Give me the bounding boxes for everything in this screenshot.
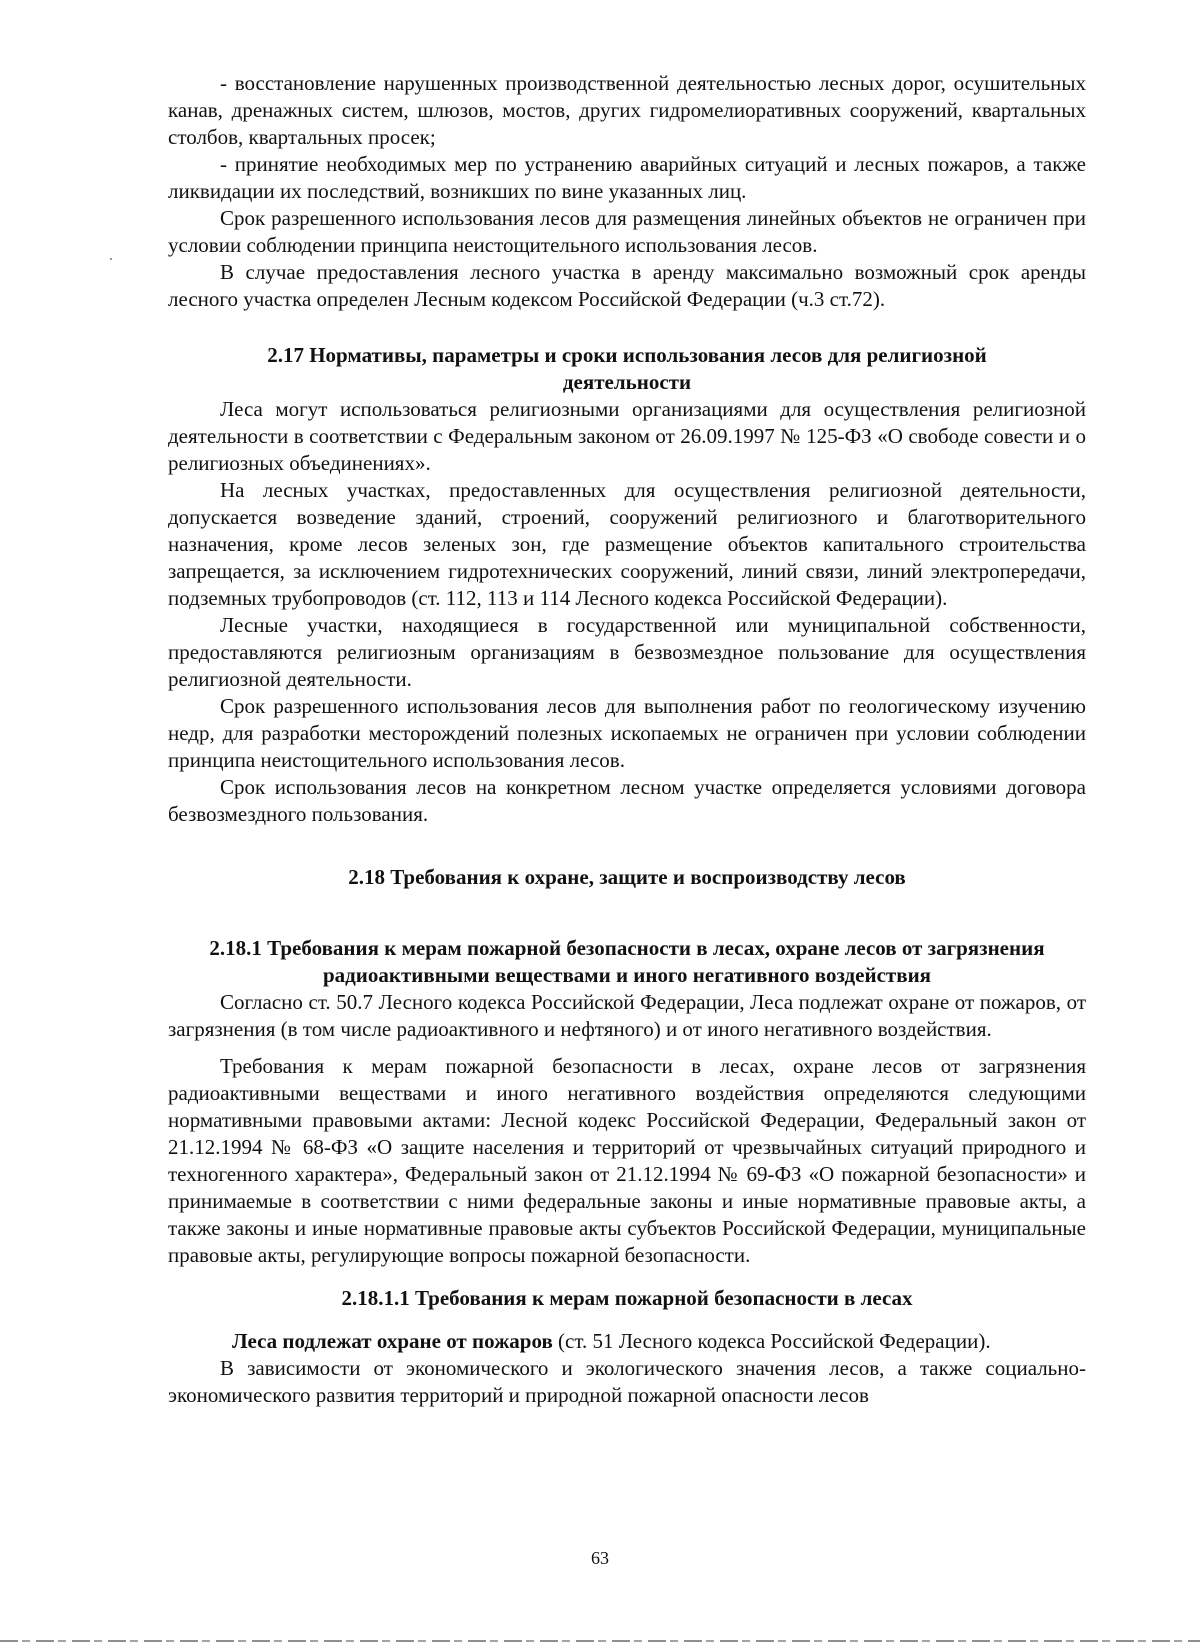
heading-2-17: 2.17 Нормативы, параметры и сроки использования лесов для религиозной деятельности [267, 343, 987, 394]
heading-2-18-1-1: 2.18.1.1 Требования к мерам пожарной безопасности в лесах [341, 1286, 913, 1310]
paragraph-2-17-5: Срок использования лесов на конкретном лесном участке определяется условиями договора безвозмездного пользования. [168, 775, 1086, 826]
paragraph-restoration: - восстановление нарушенных производственной деятельностью лесных дорог, осушительных канав, дренажных систем, шлюзов, мостов, других гидромелиоративных сооружений, квартальных столбов, квартальных просек; [168, 71, 1086, 149]
heading-2-18-1: 2.18.1 Требования к мерам пожарной безопасности в лесах, охране лесов от загрязнения радиоактивными веществами и иного негативного воздействия [209, 936, 1045, 987]
paragraph-2-18-1-1: Согласно ст. 50.7 Лесного кодекса Российской Федерации, Леса подлежат охране от пожаров, от загрязнения (в том числе радиоактивного и нефтяного) и от иного негативного воздействия. [168, 990, 1086, 1041]
fire-protection-lead-bold: Леса подлежат охране от пожаров [232, 1329, 553, 1353]
heading-2-18: 2.18 Требования к охране, защите и воспроизводству лесов [348, 865, 906, 889]
paragraph-fire-danger: В зависимости от экономического и экологического значения лесов, а также социально-экономического развития территорий и природной пожарной опасности лесов [168, 1356, 1086, 1407]
paragraph-2-17-2: На лесных участках, предоставленных для осуществления религиозной деятельности, допускается возведение зданий, строений, сооружений религиозного и благотворительного назначения, кроме лесов зеленых зон, где размещение объектов капитального строительства запрещается, за исключением гидротехнических сооружений, линий связи, линий электропередачи, подземных трубопроводов (ст. 112, 113 и 114 Лесного кодекса Российской Федерации). [168, 478, 1086, 610]
paragraph-2-17-1: Леса могут использоваться религиозными организациями для осуществления религиозной деятельности в соответствии с Федеральным законом от 26.09.1997 № 125-ФЗ «О свободе совести и о религиозных объединениях». [168, 397, 1086, 475]
page-number: 63 [591, 1548, 609, 1568]
paragraph-emergency-measures: - принятие необходимых мер по устранению аварийных ситуаций и лесных пожаров, а также ликвидации их последствий, возникших по вине указанных лиц. [168, 152, 1086, 203]
paragraph-lease-term: В случае предоставления лесного участка в аренду максимально возможный срок аренды лесного участка определен Лесным кодексом Российской Федерации (ч.3 ст.72). [168, 260, 1086, 311]
scan-edge-line [0, 1640, 1200, 1642]
paragraph-2-18-1-2: Требования к мерам пожарной безопасности в лесах, охране лесов от загрязнения радиоактивными веществами и иного негативного воздействия определяются следующими нормативными правовыми актами: Лесной кодекс Российской Федерации, Федеральный закон от 21.12.1994 № 68-ФЗ «О защите населения и территорий от чрезвычайных ситуаций природного и техногенного характера», Федеральный закон от 21.12.1994 № 69-ФЗ «О пожарной безопасности» и принимаемые в соответствии с ними федеральные законы и иные нормативные правовые акты, а также законы и иные нормативные правовые акты субъектов Российской Федерации, муниципальные правовые акты, регулирующие вопросы пожарной безопасности. [168, 1054, 1086, 1267]
paragraph-2-17-4: Срок разрешенного использования лесов для выполнения работ по геологическому изучению недр, для разработки месторождений полезных ископаемых не ограничен при условии соблюдении принципа неистощительного использования лесов. [168, 694, 1086, 772]
document-page [168, 70, 1086, 1409]
scan-speck [110, 258, 112, 260]
paragraph-fire-protection-lead [168, 1328, 1086, 1355]
paragraph-linear-objects-term: Срок разрешенного использования лесов для размещения линейных объектов не ограничен при условии соблюдении принципа неистощительного использования лесов. [168, 206, 1086, 257]
paragraph-2-17-3: Лесные участки, находящиеся в государственной или муниципальной собственности, предоставляются религиозным организациям в безвозмездное пользование для осуществления религиозной деятельности. [168, 613, 1086, 691]
fire-protection-lead-rest: (ст. 51 Лесного кодекса Российской Федерации). [552, 1329, 991, 1353]
